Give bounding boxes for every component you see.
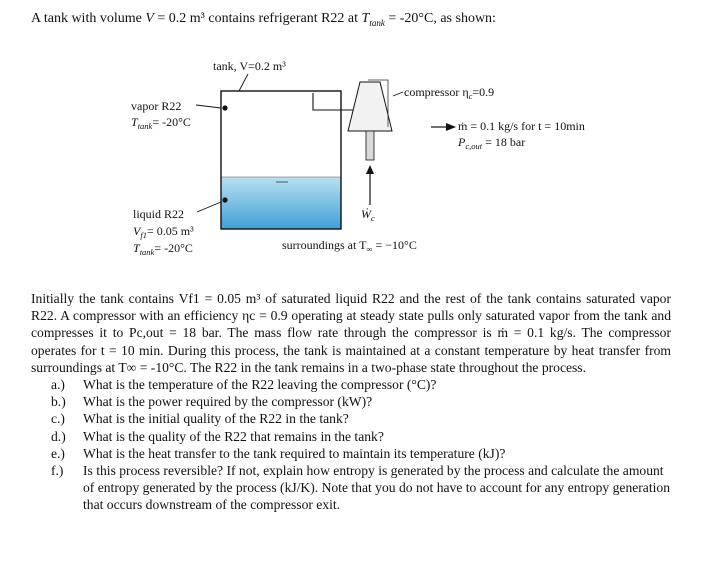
work-input-arrow [366,165,374,174]
outlet-flow-arrow [446,123,456,131]
problem-paragraph: Initially the tank contains Vf1 = 0.05 m³ of saturated liquid R22 and the rest of the tank contains saturated vapor R22. A compressor with an efficiency ηc = 0.9 operating at steady state pulls only saturated vapor from the tank and compresses it to Pc,out = 18 bar. The mass flow rate through the compressor is ṁ = 0.1 kg/s. The compressor operates for t = 10 min. During this process, the tank is maintained at a constant temperature by heat transfer from surroundings at T∞ = -10°C. The R22 in the tank remains in a two-phase state throughout the process. [31,291,671,375]
question-item [31,410,671,427]
question-label: a.) [51,377,65,393]
liquid-temp-label [133,241,193,257]
question-label: b.) [51,394,66,410]
outlet-mass-flow-label: ṁ = 0.1 kg/s for t = 10min [458,119,585,133]
liquid-temp-symbol: T [133,241,140,255]
question-label: e.) [51,445,65,461]
question-list [31,376,671,514]
liquid-point-marker [222,197,227,202]
vapor-label-leader [196,105,221,108]
outlet-pressure-value: = 18 bar [482,135,526,149]
compressor-work-label [361,206,375,223]
question-text: What is the temperature of the R22 leaving the compressor (°C)? [83,377,437,393]
question-text: What is the power required by the compressor (kW)? [83,394,373,410]
question-label: d.) [51,428,66,444]
surroundings-label [282,238,417,254]
compressor-label [404,85,494,101]
outlet-pressure-sub: c,out [465,141,483,151]
liquid-label: liquid R22 [133,207,185,221]
system-diagram [0,0,707,290]
question-label: c.) [51,411,65,427]
temperature-subscript: tank [369,17,385,28]
surroundings-text: surroundings at T [282,238,367,252]
temperature-equation: = -20°C, as shown: [384,11,496,26]
intro-prefix: A tank with volume [31,11,146,26]
liquid-temp-value: = -20°C [154,241,193,255]
vapor-point-marker [222,105,227,110]
question-text: Is this process reversible? If not, explain how entropy is generated by the process and calculate the amount of entropy generated by the process (kJ/K). Note that you do not have to account for any entropy generation that occurs downstream of the compressor exit. [83,463,670,513]
vapor-temp-label [131,115,191,131]
outlet-pressure-symbol: P [458,135,466,149]
compressor-work-symbol: Ẇ [361,207,371,221]
compressor-work-sub: c [371,213,375,223]
question-item [31,393,671,410]
volume-symbol: V [145,11,154,26]
question-item [31,462,671,514]
surroundings-sub: ∞ [366,244,373,254]
liquid-r22-region [221,177,341,229]
liquid-temp-sub: tank [139,247,155,257]
compressor-label-sub: c [468,91,473,101]
problem-statement [31,290,671,514]
compressor-body [348,82,392,131]
question-text: What is the quality of the R22 that remains in the tank? [83,428,384,444]
liquid-label-leader [197,202,221,212]
question-text: What is the initial quality of the R22 in the tank? [83,411,349,427]
compressor-shaft [366,131,374,160]
vapor-label: vapor R22 [131,99,182,113]
question-item [31,376,671,393]
temperature-symbol: T [361,11,370,26]
liquid-volume-value: = 0.05 m³ [146,224,194,238]
liquid-volume-sub: f1 [140,230,147,240]
vapor-temp-sub: tank [137,121,153,131]
tank-label-leader [239,74,248,91]
liquid-volume-label [133,224,194,240]
liquid-volume-symbol: V [133,224,141,238]
question-item [31,428,671,445]
vapor-temp-value: = -20°C [152,115,191,129]
tank-label: tank, V=0.2 m³ [213,59,286,73]
vapor-temp-symbol: T [131,115,138,129]
outlet-pressure-label [457,135,525,151]
compressor-label-value: =0.9 [472,85,495,99]
question-item [31,445,671,462]
question-label: f.) [51,463,64,479]
compressor-label-text: compressor η [404,85,469,99]
compressor-label-leader [393,92,403,96]
volume-equation: = 0.2 m³ contains refrigerant R22 at [153,11,362,26]
question-text: What is the heat transfer to the tank required to maintain its temperature (kJ)? [83,445,506,461]
surroundings-value: = −10°C [372,238,417,252]
